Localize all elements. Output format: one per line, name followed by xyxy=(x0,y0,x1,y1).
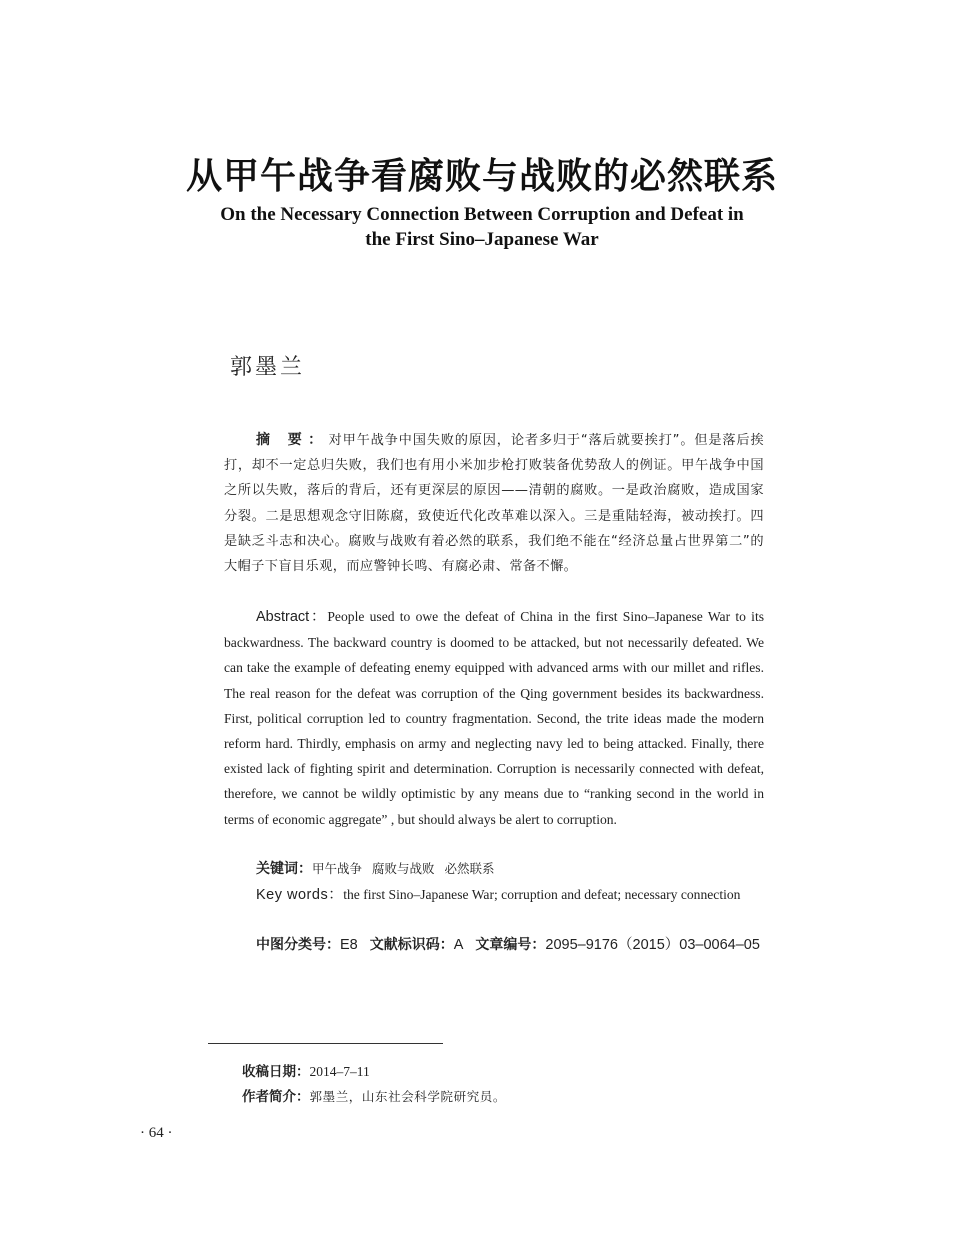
classification-info xyxy=(224,932,764,958)
keywords-zh-label: 关键词： xyxy=(256,861,312,877)
keyword-zh-term: 必然联系 xyxy=(444,861,495,876)
clc-label: 中图分类号： xyxy=(256,937,340,953)
keyword-zh-term: 腐败与战败 xyxy=(372,861,435,876)
keywords-en-label: Key words： xyxy=(256,887,344,903)
received-date-label: 收稿日期： xyxy=(242,1064,310,1080)
abstract-zh-text: 对甲午战争中国失败的原因，论者多归于“落后就要挨打”。但是落后挨打，却不一定总归失败，我们也有用小米加步枪打败装备优势敌人的例证。甲午战争中国之所以失败，落后的背后，还有更深层的原因——清朝的腐败。一是政治腐败，造成国家分裂。二是思想观念守旧陈腐，致使近代化改革难以深入。三是重陆轻海，被动挨打。四是缺乏斗志和决心。腐败与战败有着必然的联系，我们绝不能在“经济总量占世界第二”的大帽子下盲目乐观，而应警钟长鸣、有腐必肃、常备不懈。 xyxy=(224,433,764,575)
title-en-line2: the First Sino–Japanese War xyxy=(365,229,599,250)
clc-value: E8 xyxy=(340,937,358,953)
author-bio-label: 作者简介： xyxy=(242,1089,310,1105)
abstract-zh xyxy=(224,428,764,579)
keyword-zh-term: 甲午战争 xyxy=(312,861,363,876)
title-zh: 从甲午战争看腐败与战败的必然联系 xyxy=(185,155,778,197)
abstract-en xyxy=(224,604,764,832)
keywords-zh xyxy=(224,856,764,882)
page-number: · 64 · xyxy=(140,1125,173,1141)
title-en xyxy=(150,202,814,252)
footnote-received xyxy=(242,1060,370,1080)
footnote-author-bio xyxy=(242,1085,506,1105)
abstract-zh-label: 摘 要： xyxy=(256,432,329,448)
abstract-en-label: Abstract： xyxy=(256,609,328,625)
author-name: 郭墨兰 xyxy=(230,355,306,380)
doc-code-label: 文献标识码： xyxy=(369,937,454,953)
article-number-value: 2095–9176（2015）03–0064–05 xyxy=(545,937,760,953)
received-date-value: 2014–7–11 xyxy=(309,1064,370,1079)
article-number-label: 文章编号： xyxy=(475,937,546,953)
keywords-en-text: the first Sino–Japanese War; corruption and defeat; necessary connection xyxy=(343,887,741,902)
title-en-line1: On the Necessary Connection Between Corruption and Defeat in xyxy=(220,204,744,225)
doc-code-value: A xyxy=(453,937,464,953)
abstract-en-text: People used to owe the defeat of China in the first Sino–Japanese War to its backwardness. The backward country is doomed to be attacked, but not necessarily defeated. We can take the example of defeating enemy equipped with advanced arms with our millet and rifles. The real reason for the defeat was corruption of the Qing government besides its backwardness. First, political corruption led to country fragmentation. Second, the trite ideas made the modern reform hard. Thirdly, emphasis on army and neglecting navy led to being attacked. Finally, there existed lack of fighting spirit and determination. Corruption is necessarily connected with defeat, therefore, we cannot be wildly optimistic by any means due to “ranking second in the world in terms of economic aggregate” , but should always be alert to corruption. xyxy=(224,609,765,827)
footnote-divider xyxy=(208,1043,443,1044)
keywords-en xyxy=(224,882,764,908)
author-bio-value: 郭墨兰，山东社会科学院研究员。 xyxy=(309,1089,507,1104)
